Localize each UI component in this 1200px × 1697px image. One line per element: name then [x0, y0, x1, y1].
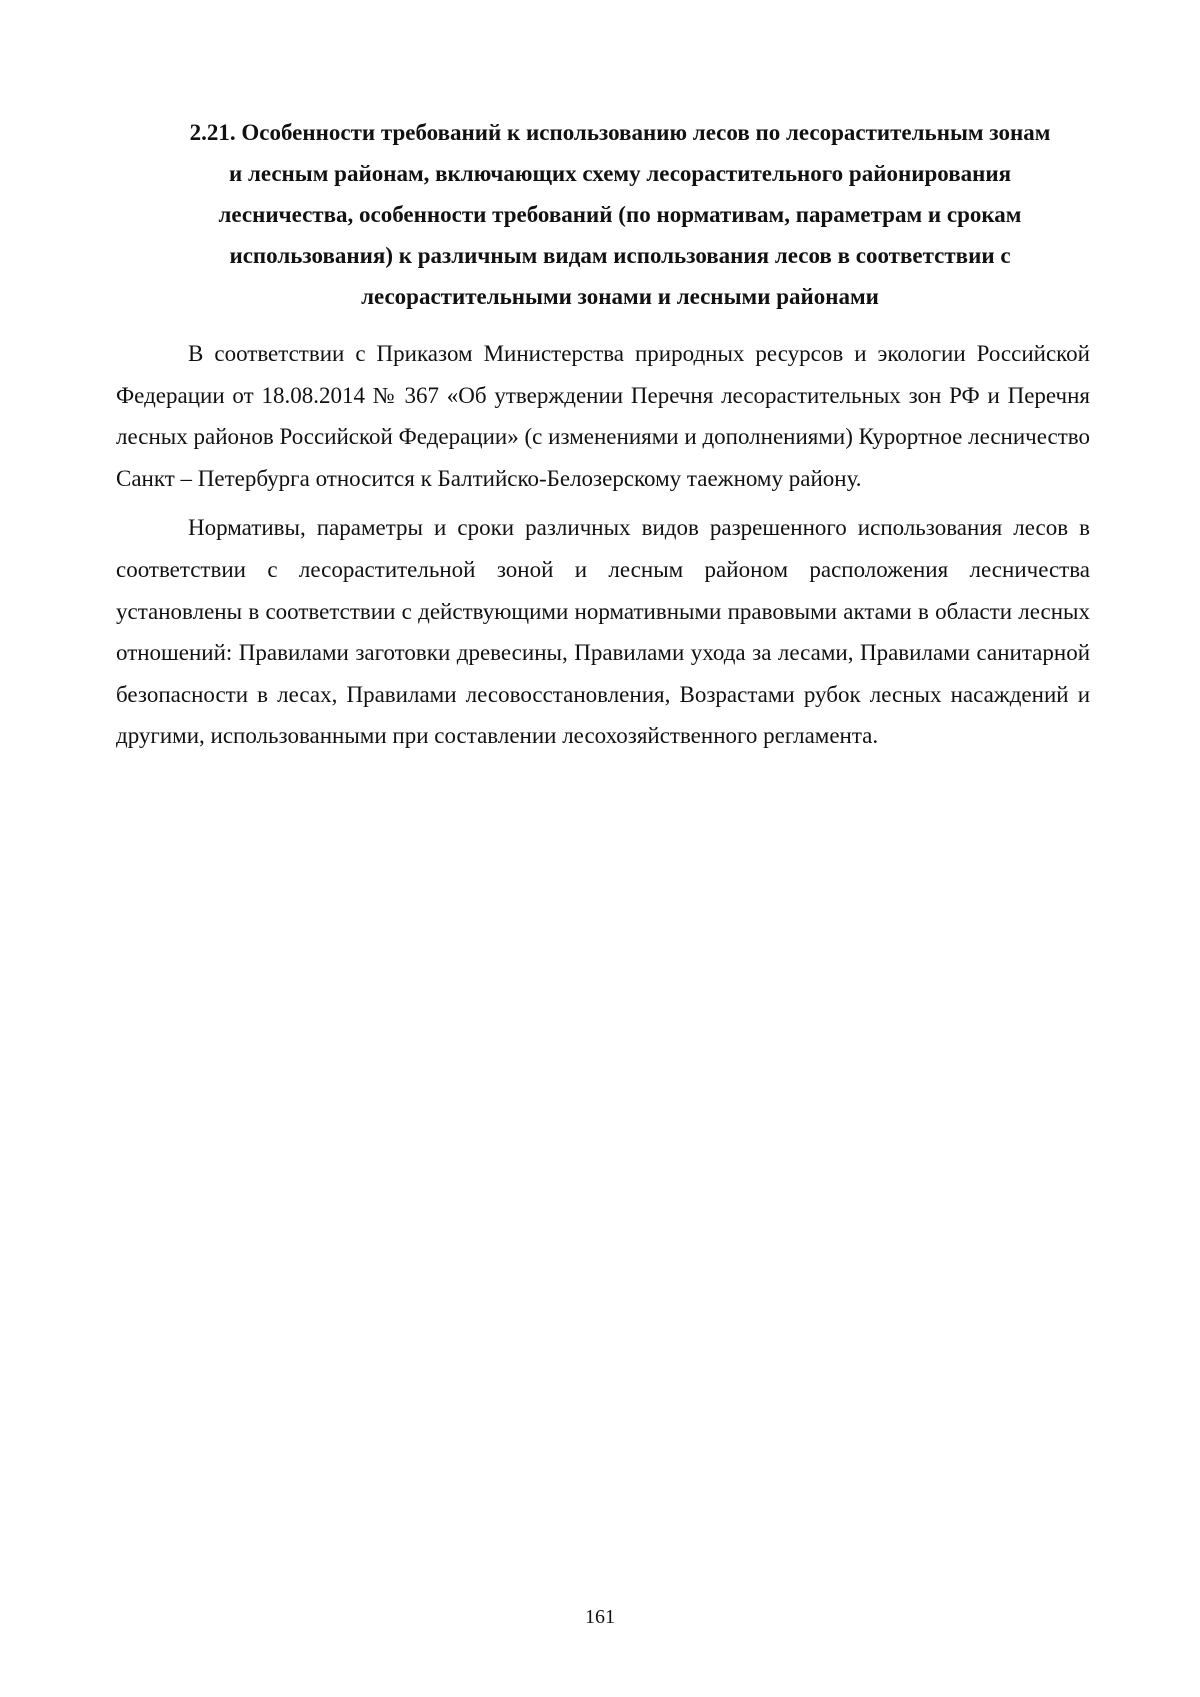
heading-line: 2.21. Особенности требований к использованию лесов по лесорастительным зонам	[189, 120, 1051, 145]
body-text	[116, 333, 1090, 765]
paragraph-normatives: Нормативы, параметры и сроки различных видов разрешенного использования лесов в соответствии с лесорастительной зоной и лесным районом расположения лесничества установлены в соответствии с действующими нормативными правовыми актами в области лесных отношений: Правилами заготовки древесины, Правилами ухода за лесами, Правилами санитарной безопасности в лесах, Правилами лесовосстановления, Возрастами рубок лесных насаждений и другими, использованными при составлении лесохозяйственного регламента.	[116, 515, 1090, 749]
heading-line: лесорастительными зонами и лесными районами	[361, 284, 879, 309]
page-number: 161	[585, 1606, 615, 1628]
section-heading	[150, 112, 1090, 317]
paragraph-order-reference: В соответствии с Приказом Министерства природных ресурсов и экологии Российской Федерации от 18.08.2014 № 367 «Об утверждении Перечня лесорастительных зон РФ и Перечня лесных районов Российской Федерации» (с изменениями и дополнениями) Курортное лесничество Санкт – Петербурга относится к Балтийско-Белозерскому таежному району.	[116, 341, 1090, 491]
heading-line: лесничества, особенности требований (по нормативам, параметрам и срокам	[218, 202, 1022, 227]
heading-line: использования) к различным видам использования лесов в соответствии с	[229, 243, 1011, 268]
heading-line: и лесным районам, включающих схему лесорастительного районирования	[228, 161, 1012, 186]
